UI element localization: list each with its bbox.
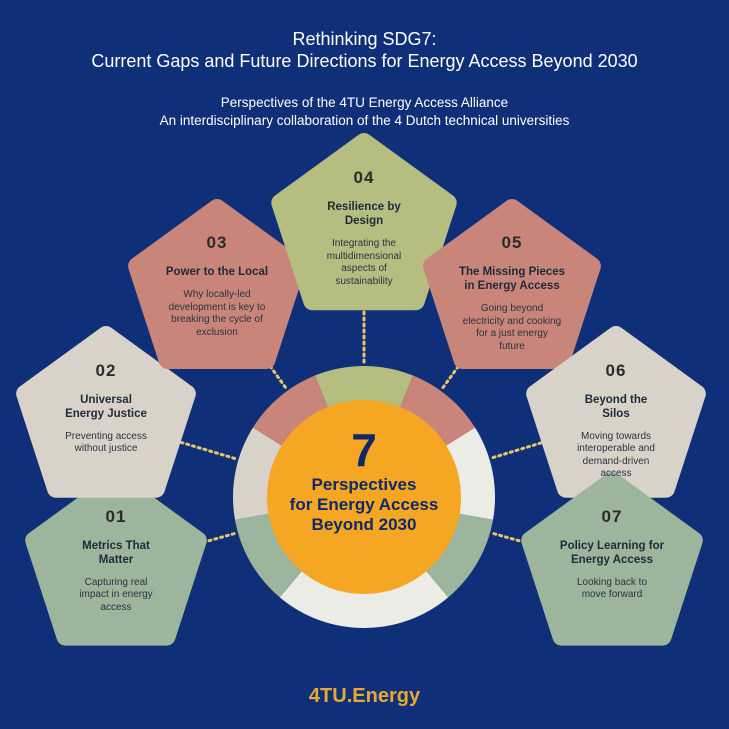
perspective-description: interoperable and (577, 443, 655, 454)
title-line-1: Rethinking SDG7: (292, 29, 437, 49)
perspective-title: Universal (80, 393, 132, 406)
perspective-description: demand-driven (582, 455, 650, 467)
perspective-title: Resilience by (327, 201, 401, 214)
perspective-number: 01 (105, 506, 127, 526)
perspective-description: Integrating the (332, 238, 396, 250)
perspective-description: without justice (74, 443, 138, 454)
title-line-2: Current Gaps and Future Directions for Energy Access Beyond 2030 (91, 51, 638, 71)
perspective-description: for a just energy (476, 328, 548, 340)
perspective-description: aspects of (341, 263, 387, 275)
perspective-description: Going beyond (480, 303, 544, 315)
perspective-description: electricity and cooking (462, 315, 562, 327)
subtitle-line-2: An interdisciplinary collaboration of the 4 Dutch technical universities (159, 113, 570, 128)
center-number: 7 (351, 424, 377, 476)
perspective-title: Matter (98, 553, 134, 566)
perspective-03 (142, 233, 292, 339)
subtitle-line-1: Perspectives of the 4TU Energy Access Alliance (220, 95, 509, 110)
perspective-number: 03 (206, 233, 228, 253)
perspective-06 (541, 361, 691, 481)
perspective-title: Silos (602, 407, 630, 420)
perspective-02 (31, 361, 181, 456)
perspective-title: The Missing Pieces (458, 266, 566, 279)
perspective-description: exclusion (196, 326, 238, 338)
perspective-description: multidimensional (326, 250, 402, 262)
center-line-3: Beyond 2030 (311, 515, 417, 534)
perspective-number: 04 (353, 168, 375, 188)
perspective-04 (289, 168, 439, 288)
perspective-title: in Energy Access (464, 280, 560, 293)
center-line-1: Perspectives (311, 475, 417, 494)
perspective-description: Moving towards (580, 430, 652, 442)
perspective-title: Power to the Local (165, 266, 269, 279)
perspective-description: breaking the cycle of (171, 314, 263, 326)
perspective-title: Beyond the (584, 393, 648, 406)
perspective-number: 02 (95, 360, 117, 380)
perspective-description: sustainability (335, 275, 393, 287)
perspective-description: development is key to (168, 301, 266, 313)
perspective-description: move forward (581, 589, 643, 601)
perspective-description: future (499, 340, 525, 352)
perspective-number: 05 (501, 233, 523, 253)
perspective-07 (537, 507, 687, 602)
perspective-description: Looking back to (576, 576, 648, 588)
center-line-2: for Energy Access (289, 495, 439, 514)
perspective-description: access (100, 601, 132, 613)
perspective-title: Policy Learning for (559, 539, 665, 552)
perspective-title: Energy Access (570, 553, 654, 566)
perspective-title: Metrics That (82, 539, 150, 552)
perspective-title: Design (344, 215, 384, 228)
perspective-description: Capturing real (84, 576, 148, 588)
perspective-title: Energy Justice (65, 407, 147, 420)
perspective-description: Preventing access (65, 430, 147, 442)
perspective-number: 06 (605, 360, 627, 380)
perspective-description: Why locally-led (183, 289, 251, 301)
perspective-description: access (600, 468, 632, 479)
logo-4tu-energy: 4TU.Energy (308, 685, 421, 707)
perspective-01 (41, 507, 191, 615)
center-label (264, 425, 464, 535)
perspective-description: impact in energy (79, 589, 153, 601)
perspective-number: 07 (601, 506, 623, 526)
perspective-05 (437, 233, 587, 353)
